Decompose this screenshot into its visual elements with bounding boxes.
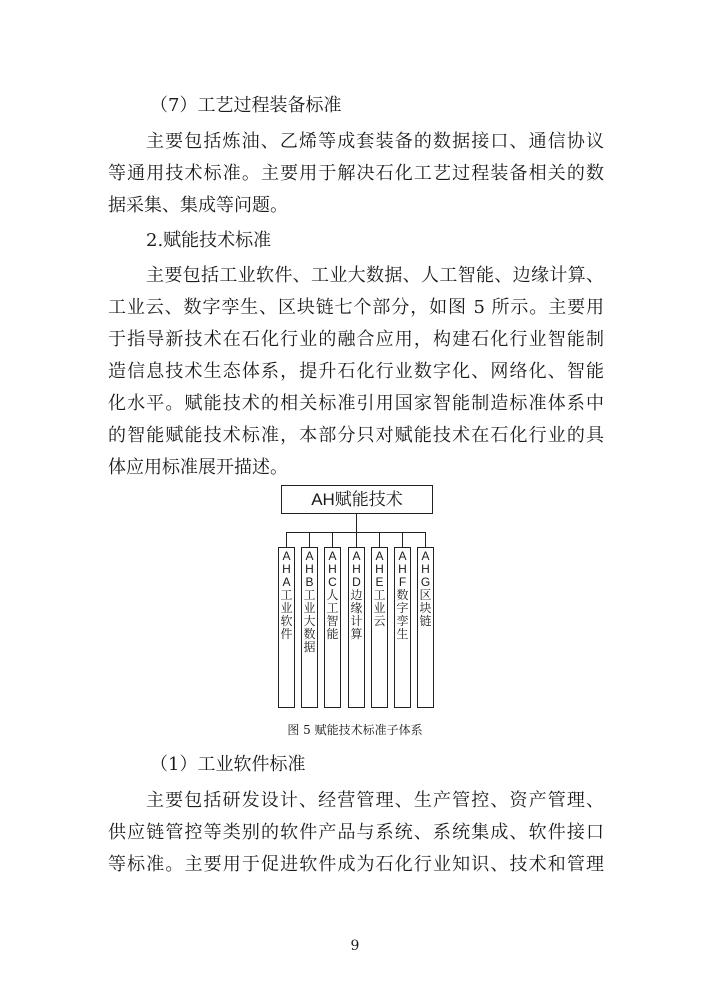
section-heading: （7）工艺过程装备标准	[150, 95, 342, 116]
page-number: 9	[350, 938, 360, 954]
paragraph-line: 主要包括工业软件、工业大数据、人工智能、边缘计算、	[146, 265, 604, 286]
diagram-child-box: AHA工业软件	[278, 547, 295, 708]
paragraph-line: 于指导新技术在石化行业的融合应用，构建石化行业智能制	[108, 329, 604, 350]
diagram-connector	[356, 514, 357, 532]
diagram-connector	[286, 532, 287, 547]
diagram-connector	[332, 532, 333, 547]
paragraph-line: 据采集、集成等问题。	[108, 195, 288, 216]
figure-caption: 图 5 赋能技术标准子体系	[287, 723, 423, 737]
diagram-child-box: AHC人工智能	[324, 547, 341, 708]
paragraph-line: 主要包括炼油、乙烯等成套装备的数据接口、通信协议	[146, 131, 604, 152]
paragraph-line: 工业云、数字孪生、区块链七个部分，如图 5 所示。主要用	[108, 297, 604, 318]
diagram-child-box: AHD边缘计算	[348, 547, 365, 708]
diagram-child-box: AHB工业大数据	[301, 547, 318, 708]
diagram-child-box: AHF数字孪生	[394, 547, 411, 708]
diagram-child-box: AHE工业云	[371, 547, 388, 708]
diagram-connector	[309, 532, 310, 547]
diagram-child-box: AHG区块链	[417, 547, 434, 708]
diagram-connector	[425, 532, 426, 547]
section-heading: （1）工业软件标准	[150, 754, 306, 775]
paragraph-line: 造信息技术生态体系，提升石化行业数字化、网络化、智能	[108, 361, 604, 382]
diagram-connector	[402, 532, 403, 547]
paragraph-line: 等标准。主要用于促进软件成为石化行业知识、技术和管理	[108, 854, 604, 875]
paragraph-line: 供应链管控等类别的软件产品与系统、系统集成、软件接口	[108, 822, 604, 843]
diagram-connector	[379, 532, 380, 547]
diagram-root-box: AH赋能技术	[281, 485, 433, 514]
diagram-connector	[356, 532, 357, 547]
paragraph-line: 主要包括研发设计、经营管理、生产管控、资产管理、	[146, 790, 604, 811]
paragraph-line: 等通用技术标准。主要用于解决石化工艺过程装备相关的数	[108, 163, 604, 184]
paragraph-line: 化水平。赋能技术的相关标准引用国家智能制造标准体系中	[108, 393, 604, 414]
section-heading: 2.赋能技术标准	[146, 230, 272, 251]
paragraph-line: 体应用标准展开描述。	[108, 457, 288, 478]
paragraph-line: 的智能赋能技术标准，本部分只对赋能技术在石化行业的具	[108, 425, 604, 446]
